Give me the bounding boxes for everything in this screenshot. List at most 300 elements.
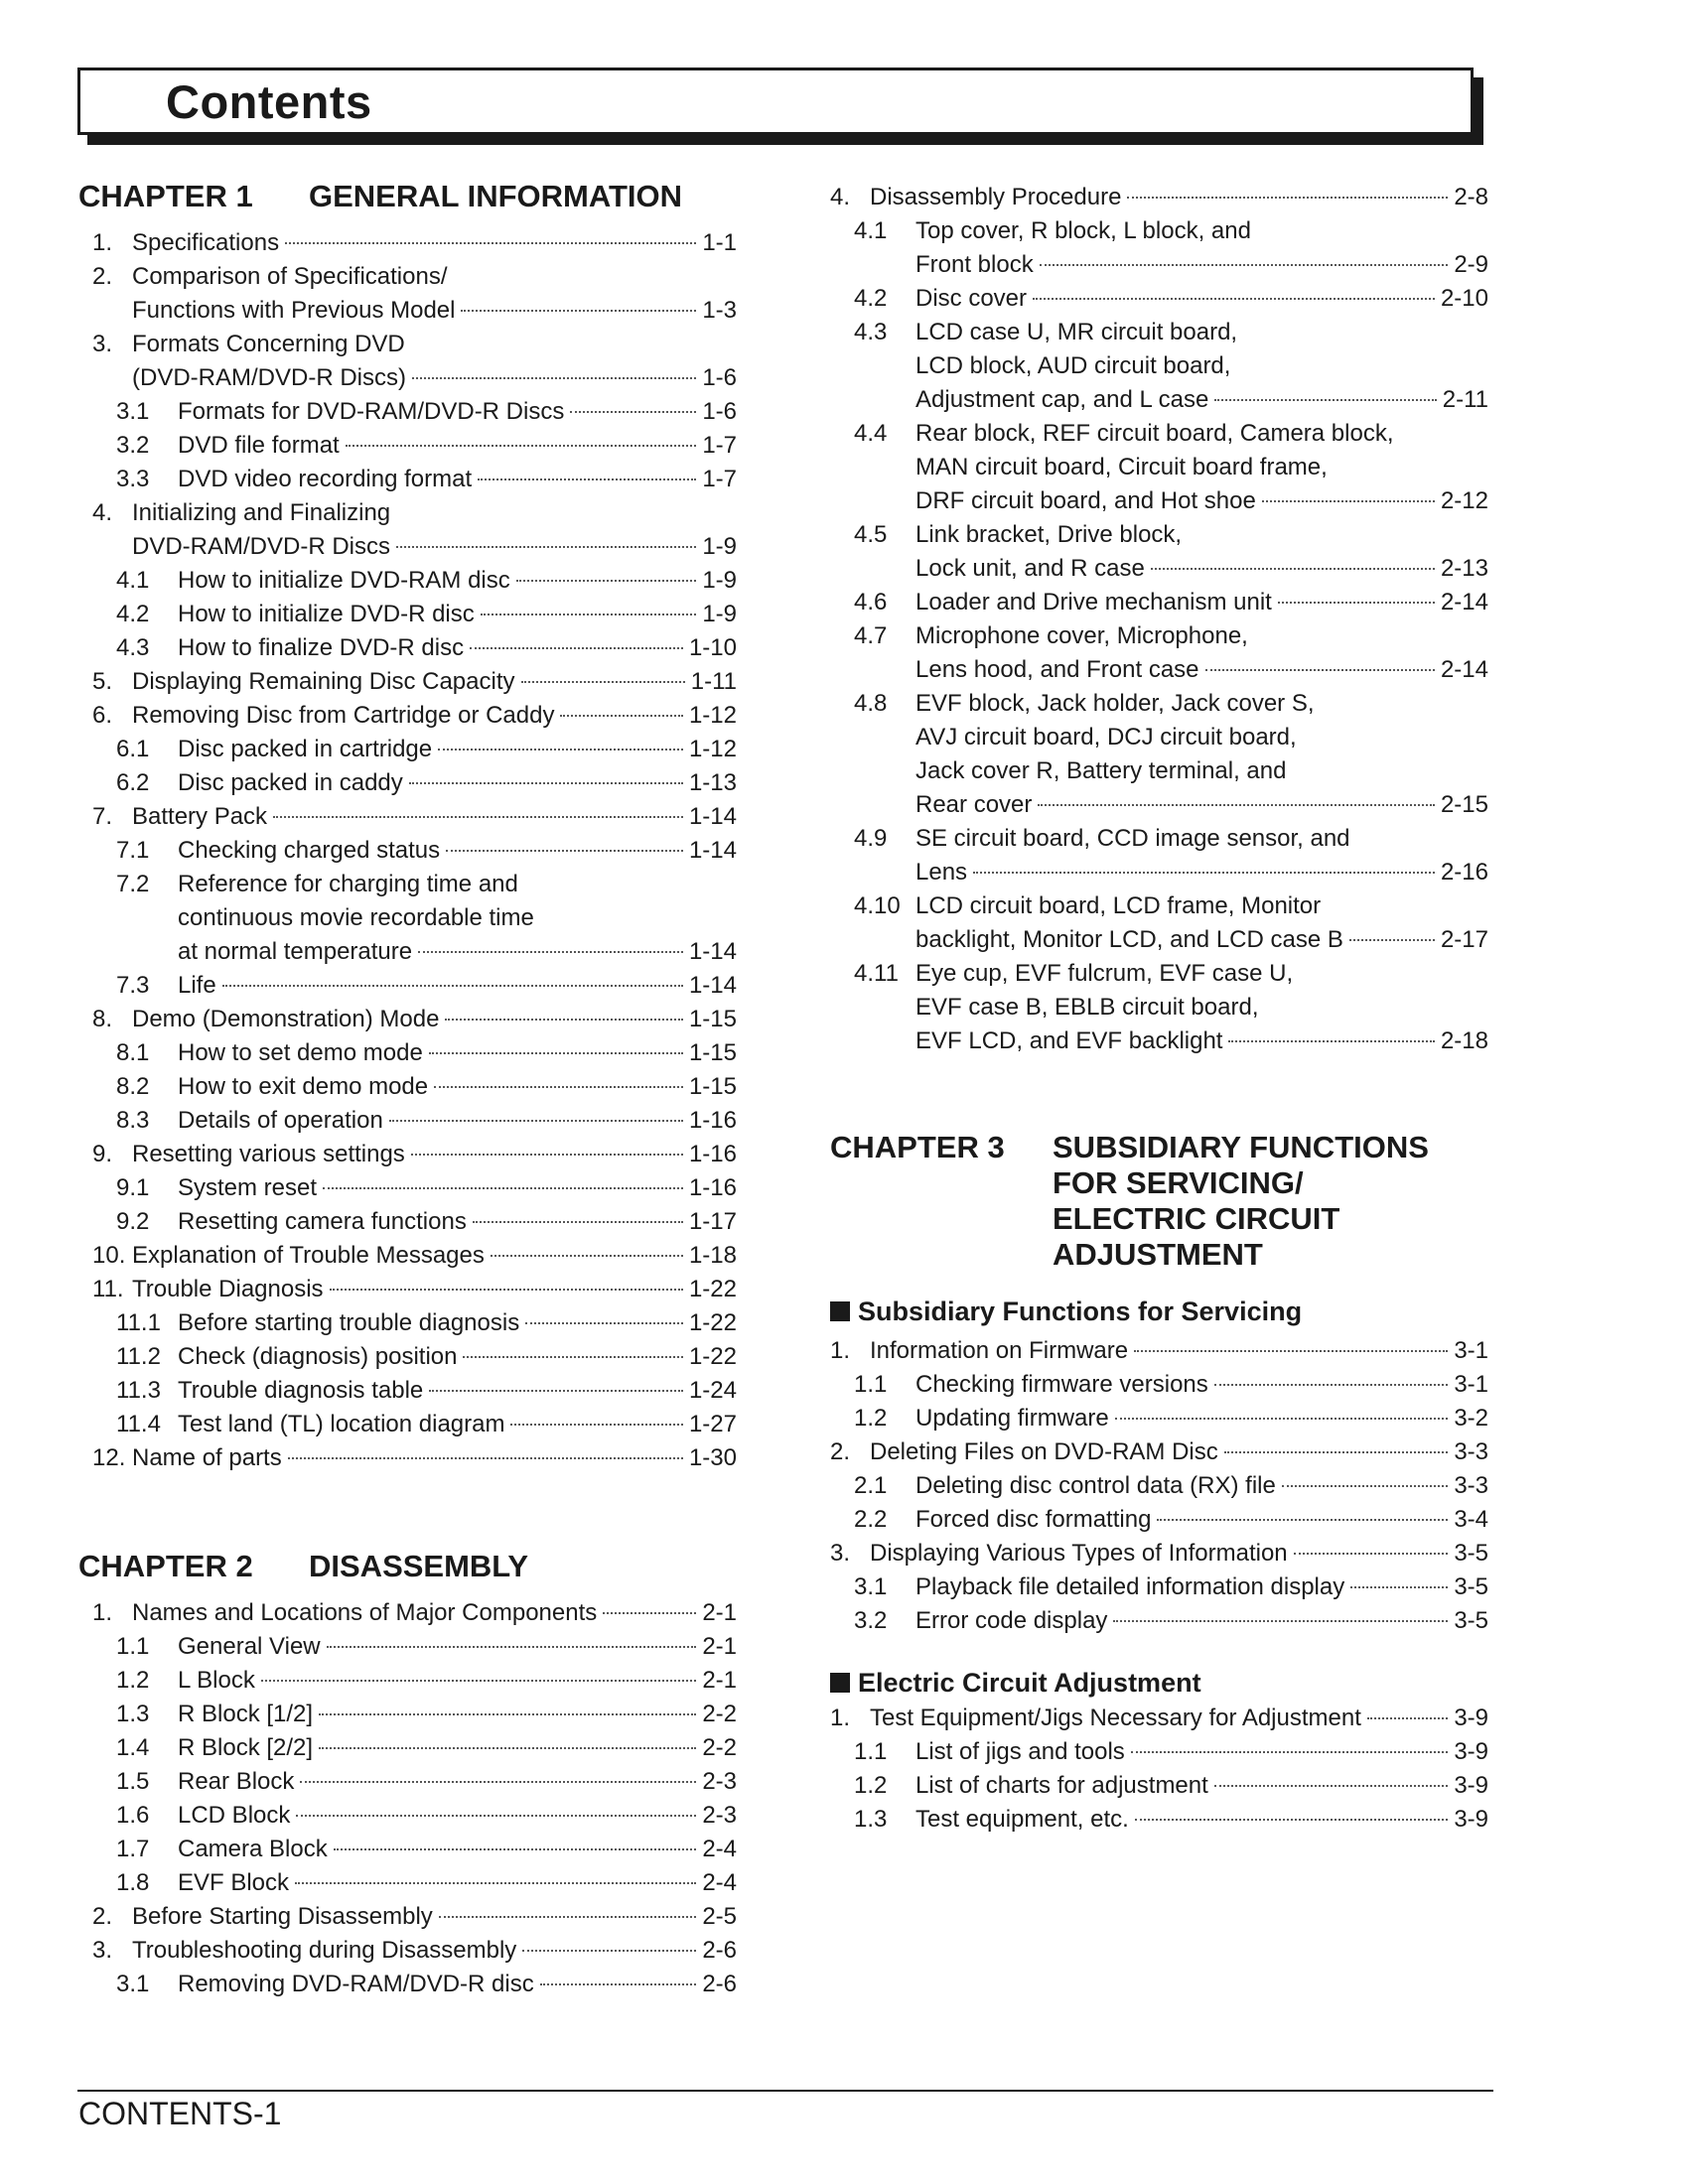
chapter-1-title: GENERAL INFORMATION	[309, 179, 683, 213]
toc-entry-page: 3-9	[1454, 1705, 1488, 1731]
toc-entry-title: Jack cover R, Battery terminal, and	[915, 757, 1287, 784]
toc-entry-title: Front block	[915, 251, 1034, 278]
toc-entry	[830, 687, 1488, 721]
toc-entry-page: 2-1	[702, 1633, 737, 1660]
toc-entry	[78, 1866, 737, 1900]
toc-entry-page: 1-13	[688, 769, 737, 796]
page-title: Contents	[166, 75, 372, 128]
toc-entry-title: Formats for DVD-RAM/DVD-R Discs	[178, 398, 565, 425]
chapter-3-heading	[830, 1130, 1488, 1275]
toc-entry-title: Disassembly Procedure	[870, 184, 1122, 210]
toc-entry-title: L Block	[178, 1667, 255, 1694]
square-bullet-icon	[830, 1673, 850, 1693]
toc-entry-page: 2-6	[702, 1971, 737, 1997]
toc-entry-title: SE circuit board, CCD image sensor, and	[915, 825, 1350, 852]
toc-entry-page: 2-17	[1440, 926, 1488, 953]
electric-circuit-adjustment-list	[830, 1702, 1488, 1837]
toc-entry-number: 3.3	[116, 466, 150, 492]
toc-entry-page: 2-14	[1440, 589, 1488, 615]
toc-entry-title: Check (diagnosis) position	[178, 1343, 458, 1370]
toc-entry-page: 2-2	[702, 1734, 737, 1761]
dot-leader	[491, 1255, 683, 1257]
toc-entry-page: 2-1	[702, 1667, 737, 1694]
dot-leader	[446, 850, 683, 852]
footer-rule	[77, 2090, 1493, 2092]
dot-leader	[973, 872, 1435, 874]
toc-entry-title: Checking charged status	[178, 837, 441, 864]
toc-entry-title: Before Starting Disassembly	[132, 1903, 433, 1930]
toc-entry	[78, 969, 737, 1003]
toc-entry	[78, 260, 737, 294]
contents-title-box	[77, 68, 1474, 135]
section-title: Electric Circuit Adjustment	[858, 1668, 1201, 1698]
right-column	[830, 179, 1488, 1837]
dot-leader	[516, 580, 697, 582]
toc-entry-title: Test equipment, etc.	[915, 1806, 1129, 1833]
dot-leader	[1040, 264, 1449, 266]
dot-leader	[319, 1713, 696, 1715]
toc-entry-page: 1-27	[688, 1411, 737, 1437]
toc-entry-title: R Block [2/2]	[178, 1734, 314, 1761]
toc-entry	[78, 1374, 737, 1408]
toc-entry-title: EVF block, Jack holder, Jack cover S,	[915, 690, 1315, 717]
toc-entry-number: 11.1	[116, 1309, 161, 1336]
toc-entry-page: 1-15	[688, 1073, 737, 1100]
toc-entry-number: 1.1	[854, 1738, 888, 1765]
toc-entry-title: Functions with Previous Model	[132, 297, 456, 324]
toc-entry-page: 3-9	[1454, 1772, 1488, 1799]
toc-entry-title: Rear block, REF circuit board, Camera block,	[915, 420, 1394, 447]
toc-entry-title: Disc cover	[915, 285, 1028, 312]
dot-leader	[1278, 602, 1435, 604]
toc-entry-page: 2-18	[1440, 1027, 1488, 1054]
toc-entry-number: 1.3	[116, 1701, 150, 1727]
toc-entry	[78, 1306, 737, 1340]
toc-entry-title: DVD file format	[178, 432, 340, 459]
dot-leader	[261, 1680, 697, 1682]
toc-entry	[830, 1334, 1488, 1368]
toc-entry	[78, 496, 737, 530]
toc-entry-title: How to exit demo mode	[178, 1073, 429, 1100]
dot-leader	[346, 445, 697, 447]
toc-entry	[830, 518, 1488, 552]
toc-entry-page: 1-9	[702, 601, 737, 627]
toc-entry-title: Demo (Demonstration) Mode	[132, 1006, 440, 1032]
toc-entry-title: Disc packed in caddy	[178, 769, 403, 796]
toc-entry-page: 1-7	[702, 432, 737, 459]
toc-entry-title: Specifications	[132, 229, 280, 256]
toc-entry	[78, 463, 737, 496]
chapter-3-title	[1053, 1130, 1429, 1273]
toc-entry-title: Information on Firmware	[870, 1337, 1129, 1364]
toc-entry-page: 1-10	[688, 634, 737, 661]
subsidiary-functions-list	[830, 1334, 1488, 1638]
dot-leader	[285, 242, 696, 244]
toc-entry-number: 1.8	[116, 1869, 150, 1896]
toc-entry-number: 11.3	[116, 1377, 161, 1404]
toc-entry	[78, 1070, 737, 1104]
toc-entry-number: 2.2	[854, 1506, 888, 1533]
toc-entry-page: 1-9	[702, 533, 737, 560]
toc-entry-number: 7.	[92, 803, 113, 830]
toc-entry-number: 11.4	[116, 1411, 161, 1437]
toc-entry-number: 1.3	[854, 1806, 888, 1833]
dot-leader	[473, 1221, 683, 1223]
toc-entry	[78, 1968, 737, 2001]
toc-entry-title: EVF LCD, and EVF backlight	[915, 1027, 1223, 1054]
toc-entry-title: Resetting various settings	[132, 1141, 405, 1167]
toc-entry-page: 2-16	[1440, 859, 1488, 886]
toc-entry	[78, 530, 737, 564]
dot-leader	[429, 1052, 683, 1054]
toc-entry-title: LCD Block	[178, 1802, 291, 1829]
dot-leader	[409, 782, 683, 784]
dot-leader	[560, 715, 682, 717]
toc-entry-title: at normal temperature	[178, 938, 413, 965]
dot-leader	[1151, 568, 1435, 570]
toc-entry-title: DVD-RAM/DVD-R Discs	[132, 533, 390, 560]
toc-entry-number: 3.2	[116, 432, 150, 459]
toc-entry-title: Deleting disc control data (RX) file	[915, 1472, 1276, 1499]
dot-leader	[389, 1120, 683, 1122]
dot-leader	[334, 1848, 697, 1850]
toc-entry	[78, 901, 737, 935]
dot-leader	[1262, 500, 1435, 502]
toc-entry-number: 1.2	[854, 1772, 888, 1799]
toc-entry-title: (DVD-RAM/DVD-R Discs)	[132, 364, 406, 391]
toc-entry-page: 3-1	[1454, 1337, 1488, 1364]
chapter-1-list	[78, 226, 737, 1475]
dot-leader	[396, 546, 696, 548]
toc-entry-page: 2-1	[702, 1599, 737, 1626]
toc-entry	[78, 1731, 737, 1765]
toc-entry	[830, 619, 1488, 653]
toc-entry-page: 2-2	[702, 1701, 737, 1727]
toc-entry	[78, 1205, 737, 1239]
dot-leader	[521, 681, 685, 683]
toc-entry-number: 4.7	[854, 622, 888, 649]
chapter-2-title: DISASSEMBLY	[309, 1549, 529, 1583]
toc-entry	[78, 1171, 737, 1205]
dot-leader	[1367, 1717, 1448, 1719]
toc-entry-title: EVF case B, EBLB circuit board,	[915, 994, 1259, 1021]
toc-entry-title: Trouble Diagnosis	[132, 1276, 324, 1302]
dot-leader	[288, 1457, 683, 1459]
chapter-3-title-line: FOR SERVICING/	[1053, 1165, 1304, 1200]
toc-entry-number: 4.3	[116, 634, 150, 661]
toc-entry-number: 9.2	[116, 1208, 150, 1235]
toc-entry	[78, 598, 737, 631]
toc-entry-title: continuous movie recordable time	[178, 904, 534, 931]
toc-entry-title: Trouble diagnosis table	[178, 1377, 424, 1404]
toc-entry-page: 1-15	[688, 1006, 737, 1032]
toc-entry-page: 2-5	[702, 1903, 737, 1930]
toc-entry-page: 3-5	[1454, 1540, 1488, 1567]
toc-entry	[830, 1368, 1488, 1402]
dot-leader	[295, 1882, 696, 1884]
chapter-3-title-line: ELECTRIC CIRCUIT	[1053, 1201, 1340, 1236]
toc-entry-number: 1.4	[116, 1734, 150, 1761]
dot-leader	[300, 1781, 696, 1783]
toc-entry-page: 1-14	[688, 972, 737, 999]
toc-entry-number: 3.1	[116, 398, 150, 425]
toc-entry	[830, 1537, 1488, 1570]
page-footer: CONTENTS-1	[78, 2096, 282, 2131]
toc-entry-number: 1.2	[854, 1405, 888, 1432]
toc-entry	[78, 1664, 737, 1698]
toc-entry-number: 4.2	[854, 285, 888, 312]
toc-entry	[78, 1630, 737, 1664]
dot-leader	[1033, 298, 1435, 300]
dot-leader	[429, 1390, 683, 1392]
toc-entry	[78, 1138, 737, 1171]
toc-entry-number: 4.8	[854, 690, 888, 717]
toc-entry-title: Troubleshooting during Disassembly	[132, 1937, 517, 1964]
toc-entry-page: 1-30	[688, 1444, 737, 1471]
dot-leader	[1282, 1485, 1448, 1487]
toc-entry-title: General View	[178, 1633, 321, 1660]
toc-entry-title: Removing Disc from Cartridge or Caddy	[132, 702, 555, 729]
toc-entry-number: 3.	[92, 1937, 113, 1964]
toc-entry-title: System reset	[178, 1174, 318, 1201]
toc-entry	[78, 226, 737, 260]
square-bullet-icon	[830, 1301, 850, 1321]
toc-entry-title: Disc packed in cartridge	[178, 736, 433, 762]
dot-leader	[323, 1187, 683, 1189]
toc-entry-number: 4.2	[116, 601, 150, 627]
toc-entry-page: 2-10	[1440, 285, 1488, 312]
dot-leader	[1294, 1553, 1449, 1555]
toc-entry-number: 4.6	[854, 589, 888, 615]
toc-entry-page: 1-16	[688, 1174, 737, 1201]
toc-entry-number: 4.10	[854, 892, 901, 919]
dot-leader	[470, 647, 683, 649]
toc-entry	[78, 1596, 737, 1630]
toc-entry-title: Eye cup, EVF fulcrum, EVF case U,	[915, 960, 1294, 987]
dot-leader	[1350, 1586, 1448, 1588]
toc-entry	[78, 935, 737, 969]
toc-entry	[78, 1036, 737, 1070]
toc-entry-title: Link bracket, Drive block,	[915, 521, 1183, 548]
toc-entry-number: 4.	[92, 499, 113, 526]
toc-entry-title: AVJ circuit board, DCJ circuit board,	[915, 724, 1297, 751]
toc-entry	[830, 417, 1488, 451]
toc-entry	[78, 1900, 737, 1934]
toc-entry	[830, 653, 1488, 687]
toc-entry-page: 1-11	[690, 668, 737, 695]
toc-entry-page: 2-14	[1440, 656, 1488, 683]
toc-entry-number: 3.1	[116, 1971, 150, 1997]
toc-entry-title: Forced disc formatting	[915, 1506, 1152, 1533]
toc-entry-number: 8.1	[116, 1039, 150, 1066]
dot-leader	[481, 614, 697, 615]
chapter-3-title-line: SUBSIDIARY FUNCTIONS	[1053, 1130, 1429, 1164]
toc-entry-number: 1.	[92, 229, 113, 256]
toc-entry-number: 1.	[830, 1705, 851, 1731]
toc-entry-page: 1-9	[702, 567, 737, 594]
toc-entry-title: List of jigs and tools	[915, 1738, 1125, 1765]
toc-entry-title: Formats Concerning DVD	[132, 331, 405, 357]
toc-entry	[78, 395, 737, 429]
toc-entry	[78, 1799, 737, 1833]
toc-entry	[830, 822, 1488, 856]
toc-entry-title: Before starting trouble diagnosis	[178, 1309, 520, 1336]
toc-entry-title: LCD circuit board, LCD frame, Monitor	[915, 892, 1322, 919]
toc-entry-title: List of charts for adjustment	[915, 1772, 1208, 1799]
toc-entry-page: 1-14	[688, 837, 737, 864]
dot-leader	[411, 1154, 683, 1156]
dot-leader	[1038, 804, 1435, 806]
toc-entry-number: 11.	[92, 1276, 124, 1302]
toc-entry	[830, 1702, 1488, 1735]
toc-entry	[78, 1698, 737, 1731]
toc-entry	[830, 721, 1488, 754]
toc-entry-title: Updating firmware	[915, 1405, 1109, 1432]
toc-entry	[830, 451, 1488, 484]
toc-entry	[78, 699, 737, 733]
toc-entry	[78, 1003, 737, 1036]
toc-entry	[830, 1024, 1488, 1058]
toc-entry-page: 1-6	[702, 364, 737, 391]
toc-entry-page: 3-9	[1454, 1738, 1488, 1765]
toc-entry-title: Checking firmware versions	[915, 1371, 1208, 1398]
section-subsidiary-functions	[830, 1295, 1488, 1328]
toc-entry	[78, 733, 737, 766]
toc-entry-title: How to finalize DVD-R disc	[178, 634, 465, 661]
toc-entry-page: 2-12	[1440, 487, 1488, 514]
toc-entry	[830, 1402, 1488, 1435]
toc-entry-number: 8.	[92, 1006, 113, 1032]
toc-entry-page: 2-9	[1454, 251, 1488, 278]
toc-entry-number: 7.1	[116, 837, 150, 864]
chapter-1-number: CHAPTER 1	[78, 179, 253, 213]
toc-entry	[78, 1104, 737, 1138]
toc-entry-page: 2-13	[1440, 555, 1488, 582]
toc-entry-title: Microphone cover, Microphone,	[915, 622, 1248, 649]
toc-entry-title: Adjustment cap, and L case	[915, 386, 1209, 413]
toc-entry	[78, 1934, 737, 1968]
toc-entry-title: R Block [1/2]	[178, 1701, 314, 1727]
toc-entry-title: Camera Block	[178, 1836, 328, 1862]
toc-entry	[830, 923, 1488, 957]
toc-entry-number: 3.1	[854, 1573, 888, 1600]
toc-entry-page: 1-16	[688, 1107, 737, 1134]
dot-leader	[1214, 399, 1436, 401]
toc-entry-number: 4.9	[854, 825, 888, 852]
toc-entry-title: Rear cover	[915, 791, 1033, 818]
dot-leader	[1113, 1620, 1448, 1622]
toc-entry-page: 2-8	[1454, 184, 1488, 210]
toc-entry-page: 1-1	[702, 229, 737, 256]
dot-leader	[445, 1019, 683, 1021]
toc-entry-number: 2.	[830, 1438, 851, 1465]
toc-entry-title: Names and Locations of Major Components	[132, 1599, 598, 1626]
dot-leader	[1134, 1350, 1448, 1352]
toc-entry	[830, 889, 1488, 923]
toc-entry	[830, 754, 1488, 788]
toc-entry-title: Life	[178, 972, 216, 999]
dot-leader	[1214, 1384, 1449, 1386]
toc-entry-page: 3-5	[1454, 1573, 1488, 1600]
toc-entry	[830, 856, 1488, 889]
dot-leader	[418, 951, 683, 953]
toc-entry-page: 3-9	[1454, 1806, 1488, 1833]
toc-entry-title: Lens	[915, 859, 968, 886]
toc-entry	[830, 1769, 1488, 1803]
toc-entry-title: Playback file detailed information display	[915, 1573, 1345, 1600]
toc-entry-title: Deleting Files on DVD-RAM Disc	[870, 1438, 1218, 1465]
toc-entry-page: 1-22	[688, 1276, 737, 1302]
toc-entry	[78, 834, 737, 868]
toc-entry-number: 1.1	[854, 1371, 888, 1398]
dot-leader	[296, 1815, 696, 1817]
toc-entry-title: backlight, Monitor LCD, and LCD case B	[915, 926, 1343, 953]
chapter-2-number: CHAPTER 2	[78, 1549, 253, 1583]
toc-entry-title: Top cover, R block, L block, and	[915, 217, 1251, 244]
toc-entry-number: 11.2	[116, 1343, 161, 1370]
left-column	[78, 179, 737, 2001]
dot-leader	[1131, 1751, 1449, 1753]
toc-entry-number: 2.	[92, 263, 113, 290]
toc-entry	[830, 991, 1488, 1024]
toc-entry-number: 4.4	[854, 420, 888, 447]
toc-entry-title: Reference for charging time and	[178, 871, 518, 897]
toc-entry-page: 1-14	[688, 938, 737, 965]
dot-leader	[327, 1646, 697, 1648]
toc-entry	[78, 1833, 737, 1866]
toc-entry-number: 4.1	[116, 567, 150, 594]
toc-entry	[830, 316, 1488, 349]
toc-entry-title: How to initialize DVD-RAM disc	[178, 567, 510, 594]
toc-entry	[78, 1273, 737, 1306]
toc-entry-page: 1-15	[688, 1039, 737, 1066]
dot-leader	[478, 478, 696, 480]
toc-entry-number: 9.	[92, 1141, 113, 1167]
toc-entry-number: 1.1	[116, 1633, 150, 1660]
toc-entry	[78, 665, 737, 699]
toc-entry	[78, 631, 737, 665]
toc-entry-number: 7.3	[116, 972, 150, 999]
toc-entry-page: 3-3	[1454, 1472, 1488, 1499]
dot-leader	[412, 377, 696, 379]
toc-entry-number: 1.2	[116, 1667, 150, 1694]
toc-entry-title: Removing DVD-RAM/DVD-R disc	[178, 1971, 534, 1997]
toc-entry-page: 1-17	[688, 1208, 737, 1235]
toc-entry-number: 2.1	[854, 1472, 888, 1499]
toc-entry-page: 1-22	[688, 1309, 737, 1336]
toc-entry-number: 8.3	[116, 1107, 150, 1134]
chapter-2-heading	[78, 1549, 737, 1584]
toc-entry-number: 1.	[830, 1337, 851, 1364]
dot-leader	[603, 1612, 696, 1614]
toc-entry-title: Explanation of Trouble Messages	[132, 1242, 485, 1269]
toc-entry	[830, 1735, 1488, 1769]
toc-entry-number: 4.	[830, 184, 851, 210]
toc-entry-title: How to set demo mode	[178, 1039, 423, 1066]
toc-entry-title: MAN circuit board, Circuit board frame,	[915, 454, 1328, 480]
toc-entry-number: 1.6	[116, 1802, 150, 1829]
toc-entry-title: DRF circuit board, and Hot shoe	[915, 487, 1256, 514]
dot-leader	[222, 985, 683, 987]
dot-leader	[438, 749, 683, 751]
toc-entry-number: 3.	[92, 331, 113, 357]
toc-entry-page: 2-3	[702, 1768, 737, 1795]
toc-entry	[830, 383, 1488, 417]
toc-entry-number: 6.	[92, 702, 113, 729]
toc-entry-page: 3-4	[1454, 1506, 1488, 1533]
dot-leader	[1214, 1785, 1449, 1787]
toc-entry-page: 1-7	[702, 466, 737, 492]
